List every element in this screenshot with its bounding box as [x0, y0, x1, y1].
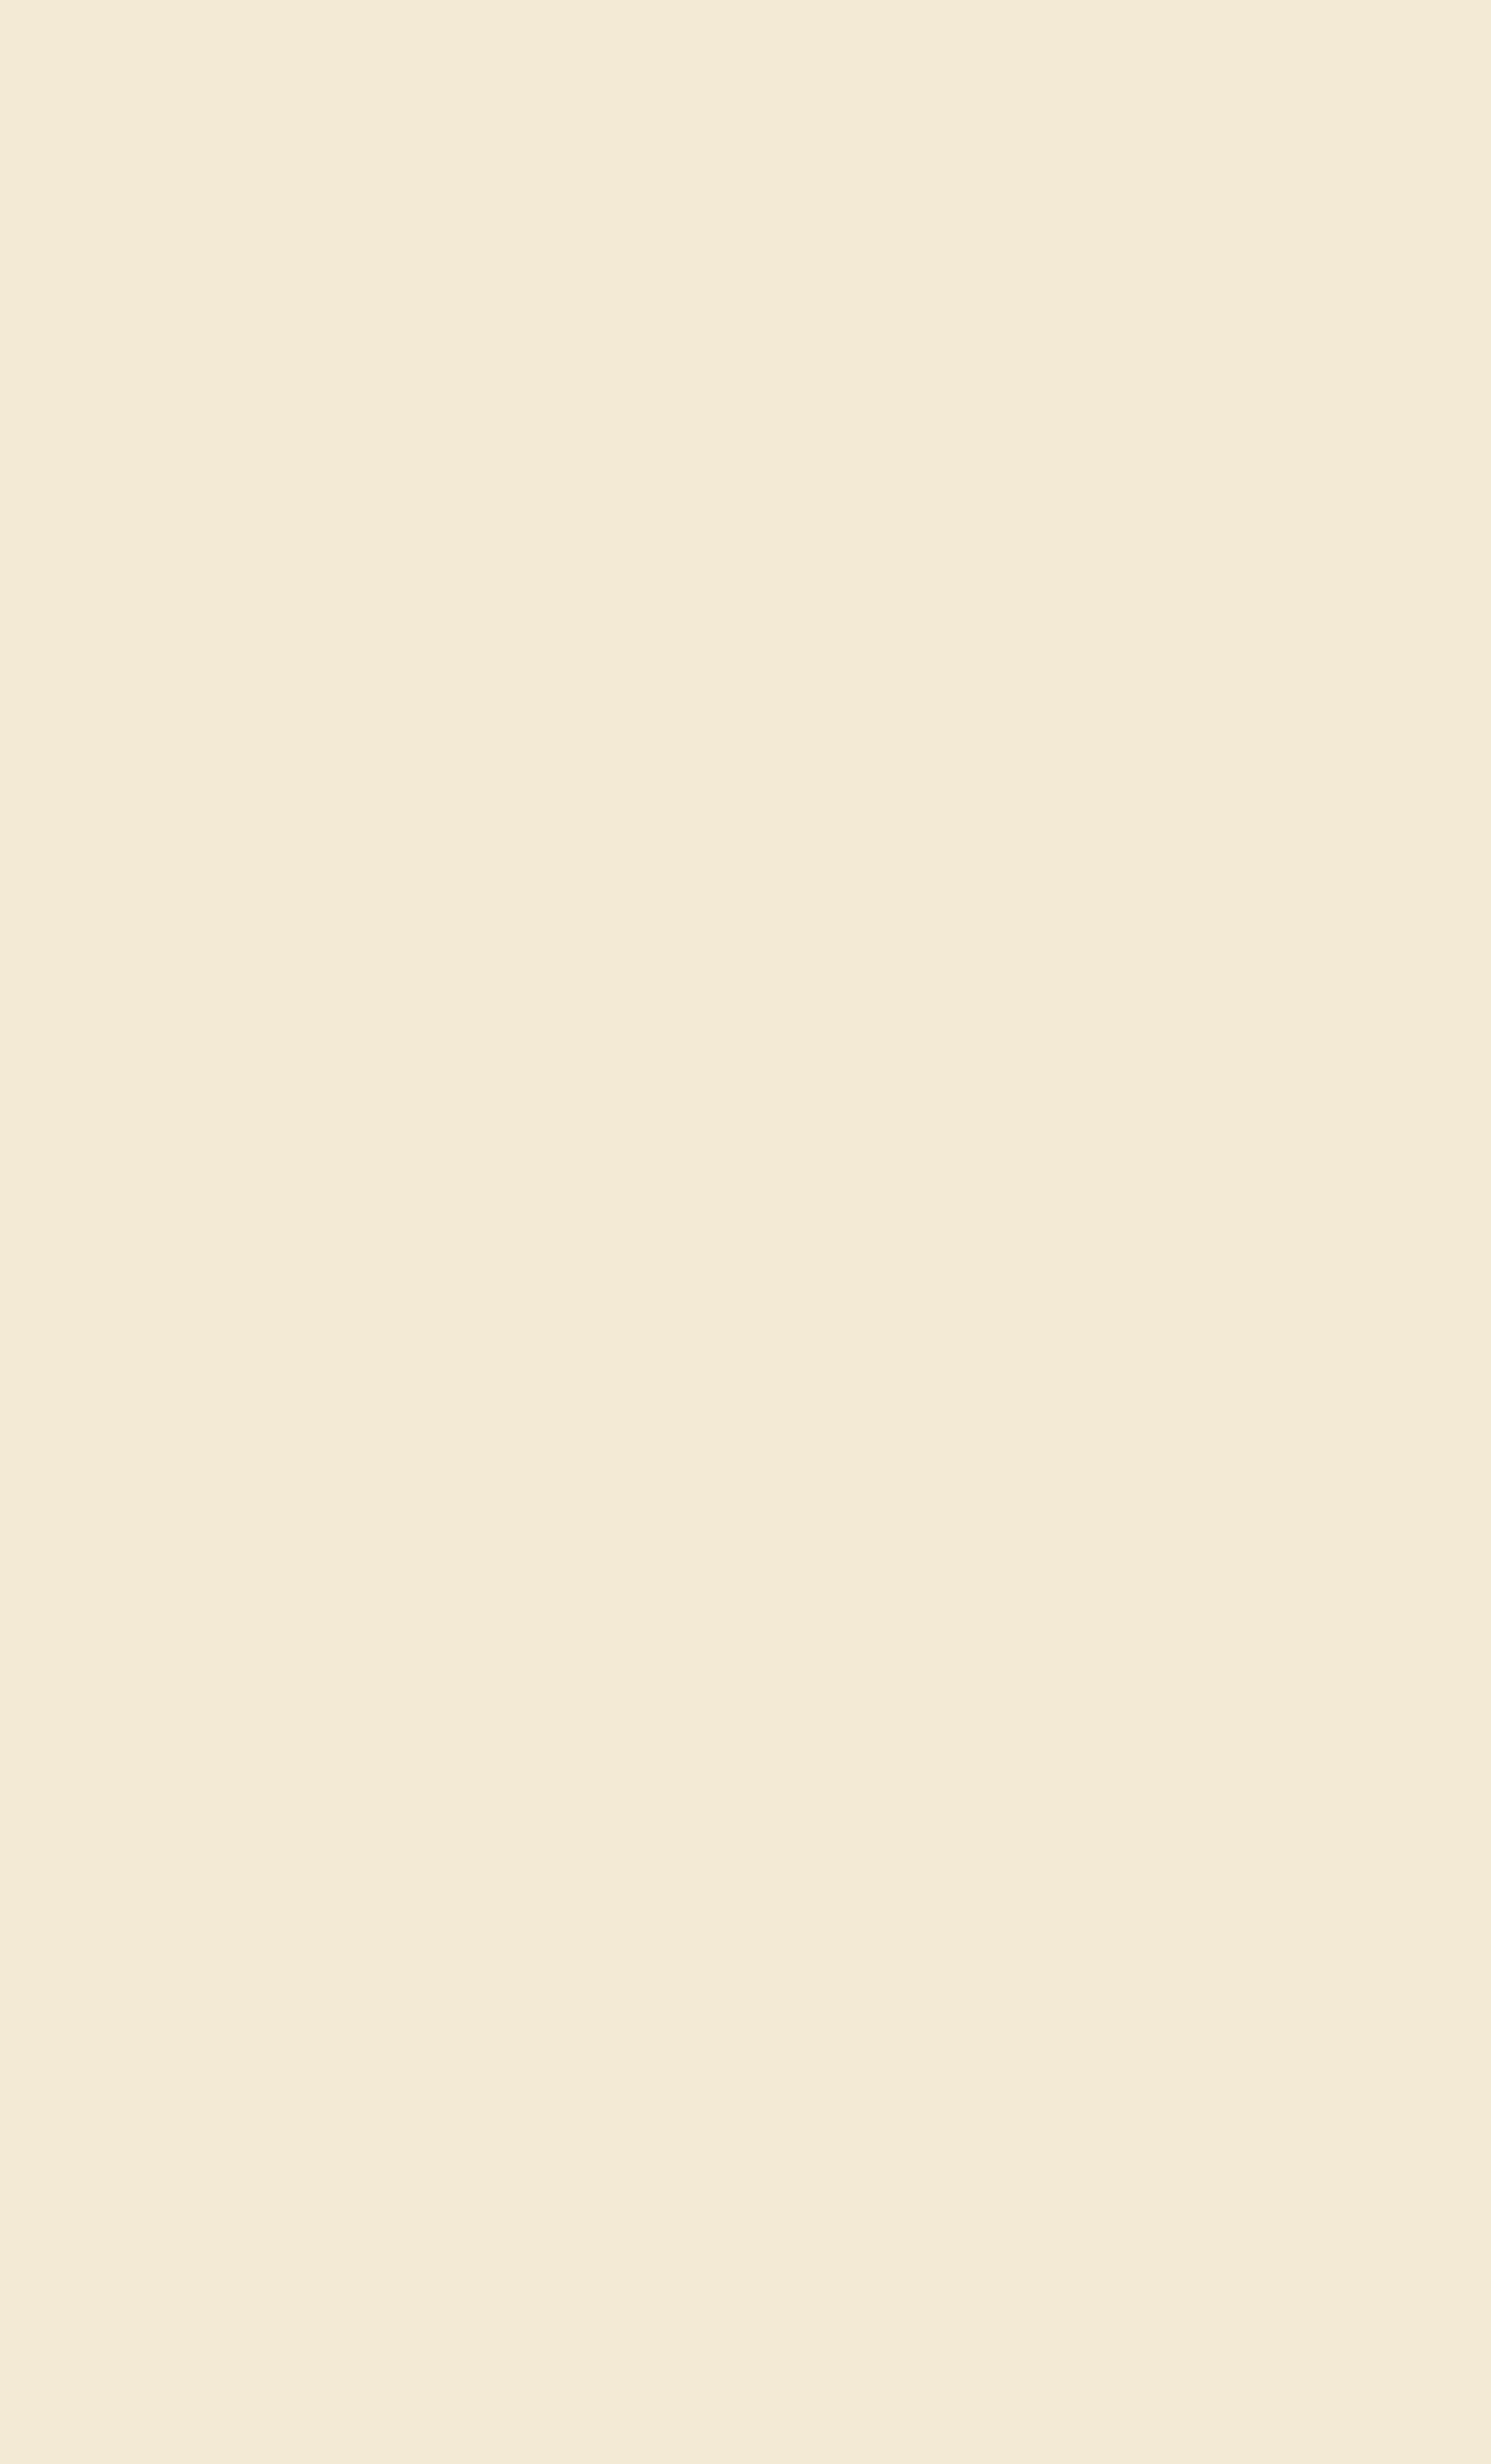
enregistrement-heading	[115, 320, 1383, 371]
sous-line	[115, 413, 1383, 464]
loi-line	[115, 516, 1383, 567]
text-column	[115, 122, 1383, 567]
main-heading	[115, 219, 1383, 298]
droits-offices-line	[115, 464, 1383, 516]
droits-heading	[115, 371, 1383, 408]
frais-heading	[115, 135, 1383, 186]
